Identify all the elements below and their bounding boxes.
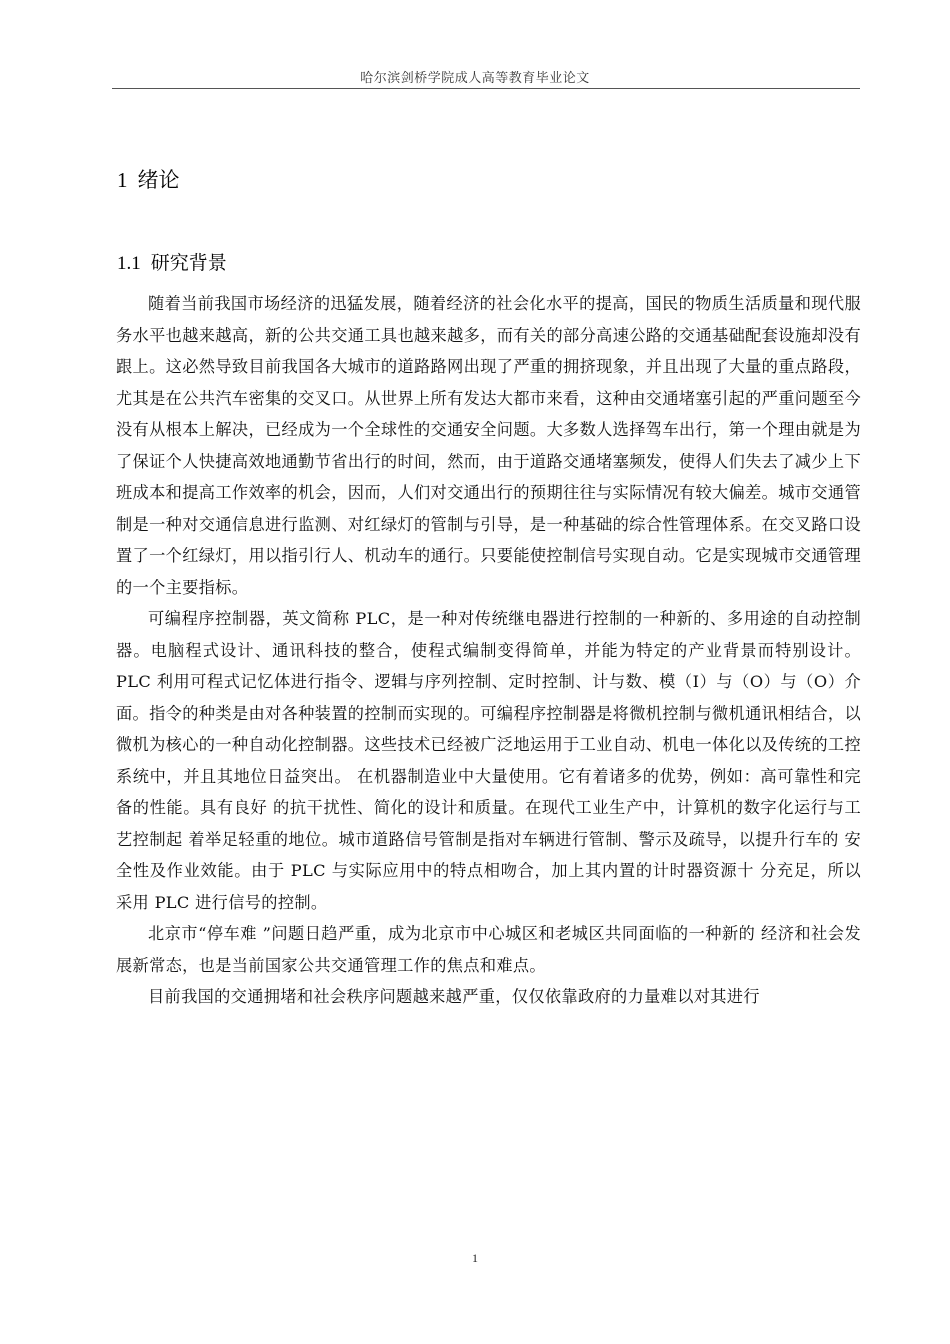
section-number: 1.1 bbox=[117, 253, 141, 274]
chapter-heading bbox=[117, 164, 180, 194]
paragraph: 目前我国的交通拥堵和社会秩序问题越来越严重，仅仅依靠政府的力量难以对其进行 bbox=[148, 987, 760, 1006]
chapter-title: 绪论 bbox=[137, 168, 180, 192]
paragraph: 北京市“停车难 ”问题日趋严重，成为北京市中心城区和老城区共同面临的一种新的 经济和社会发展新常态，也是当前国家公共交通管理工作的焦点和难点。 bbox=[116, 924, 861, 975]
header-divider bbox=[112, 88, 860, 89]
section-heading bbox=[117, 248, 227, 275]
section-title: 研究背景 bbox=[150, 252, 227, 274]
body-text bbox=[116, 288, 861, 1013]
page-number: 1 bbox=[472, 1251, 478, 1265]
chapter-number: 1 bbox=[117, 168, 128, 192]
paragraph: 随着当前我国市场经济的迅猛发展，随着经济的社会化水平的提高，国民的物质生活质量和现代服务水平也越来越高，新的公共交通工具也越来越多，而有关的部分高速公路的交通基础配套设施却没有跟上。这必然导致目前我国各大城市的道路路网出现了严重的拥挤现象，并且出现了大量的重点路段，尤其是在公共汽车密集的交叉口。从世界上所有发达大都市来看，这种由交通堵塞引起的严重问题至今没有从根本上解决，已经成为一个全球性的交通安全问题。大多数人选择驾车出行，第一个理由就是为了保证个人快捷高效地通勤节省出行的时间，然而，由于道路交通堵塞频发，使得人们失去了减少上下班成本和提高工作效率的机会，因而，人们对交通出行的预期往往与实际情况有较大偏差。城市交通管制是一种对交通信息进行监测、对红绿灯的管制与引导，是一种基础的综合性管理体系。在交叉路口设置了一个红绿灯，用以指引行人、机动车的通行。只要能使控制信号实现自动。它是实现城市交通管理的一个主要指标。 bbox=[116, 294, 861, 597]
paragraph: 可编程序控制器，英文简称 PLC，是一种对传统继电器进行控制的一种新的、多用途的自动控制器。电脑程式设计、通讯科技的整合，使程式编制变得简单，并能为特定的产业背景而特别设计。PLC 利用可程式记忆体进行指令、逻辑与序列控制、定时控制、计与数、模（I）与（O）与（O）介面。指令的种类是由对各种装置的控制而实现的。可编程序控制器是将微机控制与微机通讯相结合，以微机为核心的一种自动化控制器。这些技术已经被广泛地运用于工业自动、机电一体化以及传统的工控系统中，并且其地位日益突出。 在机器制造业中大量使用。它有着诸多的优势，例如：高可靠性和完备的性能。具有良好 的抗干扰性、简化的设计和质量。在现代工业生产中，计算机的数字化运行与工艺控制起 着举足轻重的地位。城市道路信号管制是指对车辆进行管制、警示及疏导，以提升行车的 安全性及作业效能。由于 PLC 与实际应用中的特点相吻合，加上其内置的计时器资源十 分充足，所以采用 PLC 进行信号的控制。 bbox=[116, 609, 861, 912]
running-header: 哈尔滨剑桥学院成人高等教育毕业论文 bbox=[360, 71, 590, 86]
